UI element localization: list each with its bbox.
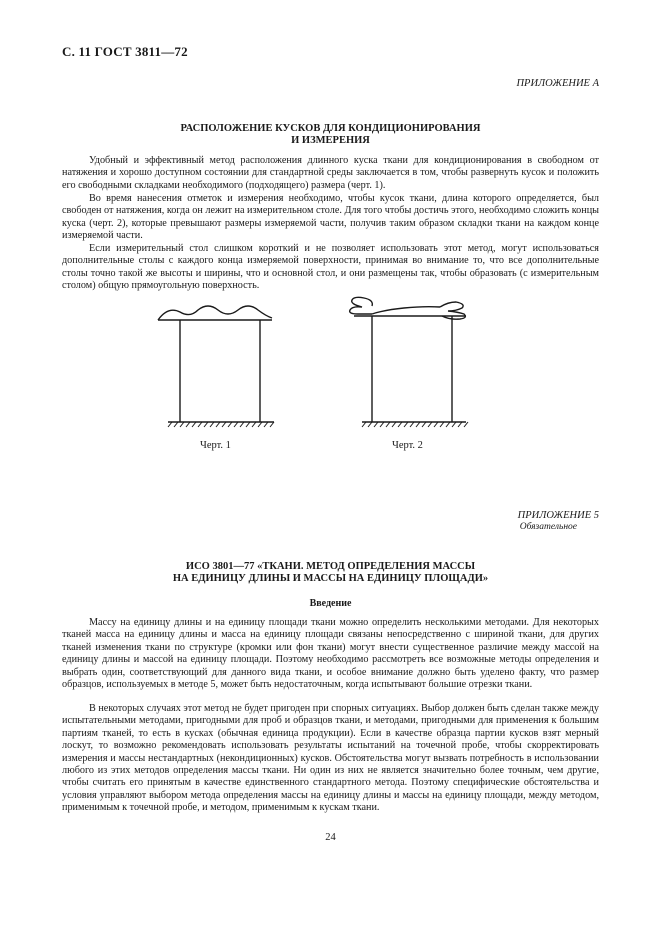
- appendix-a-title-line2: И ИЗМЕРЕНИЯ: [291, 135, 370, 146]
- appendix-a-paragraph-2: Во время нанесения отметок и измерения необходимо, чтобы кусок ткани, длина которого определяется, был свободен от натяжения, когда он лежит на измерительном столе. Для того чтобы достичь этого, необходимо сложить концы куска (черт. 2), которые превышают размеры измеряемой части, получив таким образом складки ткани на каждом конце измеряемой части.: [62, 193, 599, 242]
- floor-hatching: [362, 422, 468, 427]
- floor-hatching: [168, 422, 274, 427]
- appendix-5-status: Обязательное: [519, 522, 577, 532]
- figure-1-drawing: [150, 296, 280, 436]
- appendix-5-paragraph-2: В некоторых случаях этот метод не будет пригоден при спорных ситуациях. Выбор должен быть сделан также между испытательными методами, пригодными для проб и образцов ткани, и методами, пригодными для применения к большим партиям тканей, то есть в кусках (обычная единица продукции). Если в качестве образца партии кусков взят мерный лоскут, то возможно рекомендовать использовать результаты испытаний на точечной пробе, чтобы скорректировать измерения и массы нестандартных (некондиционных) кусков. Обстоятельства могут вызвать потребность в использовании любого из этих методов определения массы ткани. Ни один из них не является значительно более точным, чем другие, чтобы считать его принятым в качестве единственного стандартного метода. Поэтому специфические обстоятельства и условия управляют выбором метода определения массы на единицу длины и массы на единицу площади, между методом, применимым к точечной пробе, и методом, применимым к кускам ткани.: [62, 703, 599, 814]
- document-header: С. 11 ГОСТ 3811—72: [62, 44, 188, 59]
- appendix-a-paragraph-3: Если измерительный стол слишком короткий и не позволяет использовать этот метод, могут использоваться дополнительные столы с каждого конца измеряемой поверхности, принимая во внимание то, что все дополнительные столы точно такой же высоты и ширины, что и основной стол, и они размещены так, чтобы образовать (с измерительным столом) общую прямоугольную поверхность.: [62, 243, 599, 292]
- appendix-a-paragraph-1: Удобный и эффективный метод расположения длинного куска ткани для кондиционирования в свободном от натяжения и хорошо доступном состоянии для стандартной среды заключается в том, чтобы развернуть кусок и положить его свободными складками необходимого (подходящего) размера (черт. 1).: [62, 155, 599, 191]
- appendix-a-label: ПРИЛОЖЕНИЕ А: [516, 78, 599, 89]
- fabric-flat-middle: [372, 307, 440, 314]
- appendix-5-title-line1: ИСО 3801—77 «ТКАНИ. МЕТОД ОПРЕДЕЛЕНИЯ МАССЫ: [185, 561, 476, 572]
- appendix-5-label: ПРИЛОЖЕНИЕ 5: [517, 510, 599, 521]
- appendix-5-paragraph-1: Массу на единицу длины и на единицу площади ткани можно определить несколькими методами. Для некоторых тканей масса на единицу длины и масса на единицу площади связаны непосредственно с шириной ткани, для других тканей изменения ткани по структуре (кромки или фон ткани) могут внести существенное различие между массой на единицу длины и массой на единицу площади. Поэтому необходимо рассмотреть все возможные методы определения и выбрать один, соответствующий для данного вида ткани, и особое внимание должно быть уделено факту, что размер образцов, используемых в методе 5, может быть недостаточным, когда испытывают большие отрезки ткани.: [62, 617, 599, 691]
- figure-1-caption: Черт. 1: [200, 440, 231, 451]
- appendix-a-title-line1: РАСПОЛОЖЕНИЕ КУСКОВ ДЛЯ КОНДИЦИОНИРОВАНИЯ: [180, 123, 481, 134]
- fabric-folded-left-end: [350, 297, 373, 314]
- appendix-5-title: [60, 561, 601, 585]
- figure-2-caption: Черт. 2: [392, 440, 423, 451]
- page-number: 24: [325, 832, 336, 843]
- appendix-a-title: [60, 123, 601, 147]
- figure-2-drawing: [344, 292, 474, 436]
- appendix-5-title-line2: НА ЕДИНИЦУ ДЛИНЫ И МАССЫ НА ЕДИНИЦУ ПЛОЩАДИ»: [172, 573, 489, 584]
- introduction-subheading: Введение: [309, 598, 352, 609]
- fabric-loose-folds: [158, 306, 272, 320]
